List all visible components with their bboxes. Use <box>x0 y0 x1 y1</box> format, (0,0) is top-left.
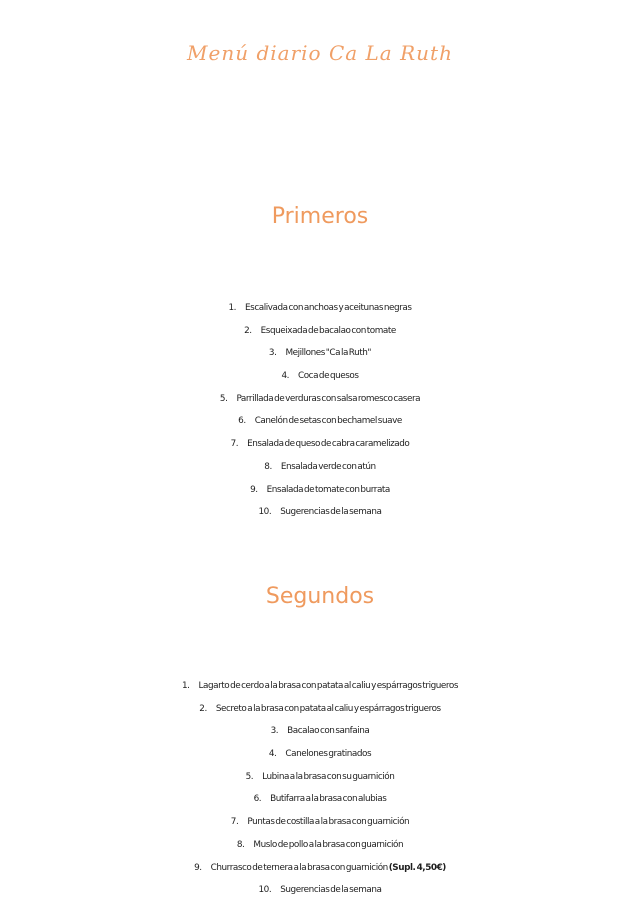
menu-title: Menú diario Ca La Ruth <box>187 41 453 65</box>
dish-name: Bacalao con sanfaina <box>287 726 370 737</box>
item-number: 10. <box>258 885 272 896</box>
dish-name: Escalivada con anchoas y aceitunas negras <box>245 303 412 313</box>
list-item <box>0 433 640 456</box>
list-item <box>0 743 640 766</box>
dish-name: Lagarto de cerdo a la brasa con patata al caliu y espárragos trigueros <box>198 681 459 691</box>
dish-name: Ensalada verde con atún <box>280 461 376 472</box>
list-item <box>0 410 640 433</box>
item-number: 5. <box>245 771 254 782</box>
item-number: 3. <box>268 348 277 359</box>
item-number: 9. <box>194 862 202 873</box>
list-item <box>0 834 640 857</box>
item-number: 5. <box>219 393 228 404</box>
item-number: 4. <box>268 749 277 760</box>
list-item <box>0 720 640 743</box>
primeros-heading: Primeros <box>271 204 369 229</box>
dish-name: Muslo de pollo a la brasa con guarnición <box>253 839 404 850</box>
list-item <box>0 788 640 811</box>
item-number: 2. <box>244 325 252 336</box>
list-item <box>0 365 640 388</box>
dish-name: Churrasco de ternera a la brasa con guarnición <box>210 862 388 873</box>
list-item <box>0 879 640 902</box>
list-item <box>0 675 640 698</box>
item-number: 1. <box>181 681 190 691</box>
dish-name: Sugerencias de la semana <box>280 507 382 518</box>
list-item <box>0 698 640 721</box>
item-number: 7. <box>230 439 239 450</box>
dish-name: Canelones gratinados <box>285 749 372 760</box>
primeros-list <box>0 297 640 524</box>
list-item <box>0 811 640 834</box>
dish-name: Parrillada de verduras con salsa romesco casera <box>236 393 421 404</box>
item-number: 1. <box>228 303 237 313</box>
segundos-heading: Segundos <box>265 584 375 609</box>
dish-name: Canelón de setas con bechamel suave <box>254 416 402 427</box>
dish-name: Butifarra a la brasa con alubias <box>270 794 387 805</box>
dish-name: Esqueixada de bacalao con tomate <box>260 325 396 336</box>
list-item <box>0 297 640 320</box>
list-item <box>0 857 640 880</box>
list-item <box>0 342 640 365</box>
item-number: 3. <box>270 726 279 737</box>
dish-name: Coca de quesos <box>298 371 359 382</box>
item-number: 2. <box>199 703 207 714</box>
item-number: 10. <box>258 507 272 518</box>
dish-name: Ensalada de tomate con burrata <box>266 484 390 495</box>
dish-name: Secreto a la brasa con patata al caliu y espárragos trigueros <box>215 703 441 714</box>
dish-name: Puntas de costilla a la brasa con guarnición <box>247 817 410 828</box>
item-number: 6. <box>238 416 246 427</box>
item-number: 9. <box>250 484 258 495</box>
item-number: 8. <box>236 839 245 850</box>
item-number: 8. <box>264 461 272 472</box>
dish-name: Lubina a la brasa con su guarnición <box>262 771 395 782</box>
list-item <box>0 388 640 411</box>
list-item <box>0 479 640 502</box>
item-number: 7. <box>230 817 239 828</box>
item-number: 6. <box>253 794 262 805</box>
list-item <box>0 320 640 343</box>
list-item <box>0 766 640 789</box>
supplement-price: (Supl. 4,50€) <box>388 862 446 873</box>
dish-name: Sugerencias de la semana <box>280 885 382 896</box>
list-item <box>0 456 640 479</box>
segundos-list <box>0 675 640 902</box>
list-item <box>0 501 640 524</box>
dish-name: Mejillones "Ca la Ruth" <box>285 348 372 359</box>
dish-name: Ensalada de queso de cabra caramelizado <box>247 439 410 450</box>
item-number: 4. <box>281 371 289 382</box>
